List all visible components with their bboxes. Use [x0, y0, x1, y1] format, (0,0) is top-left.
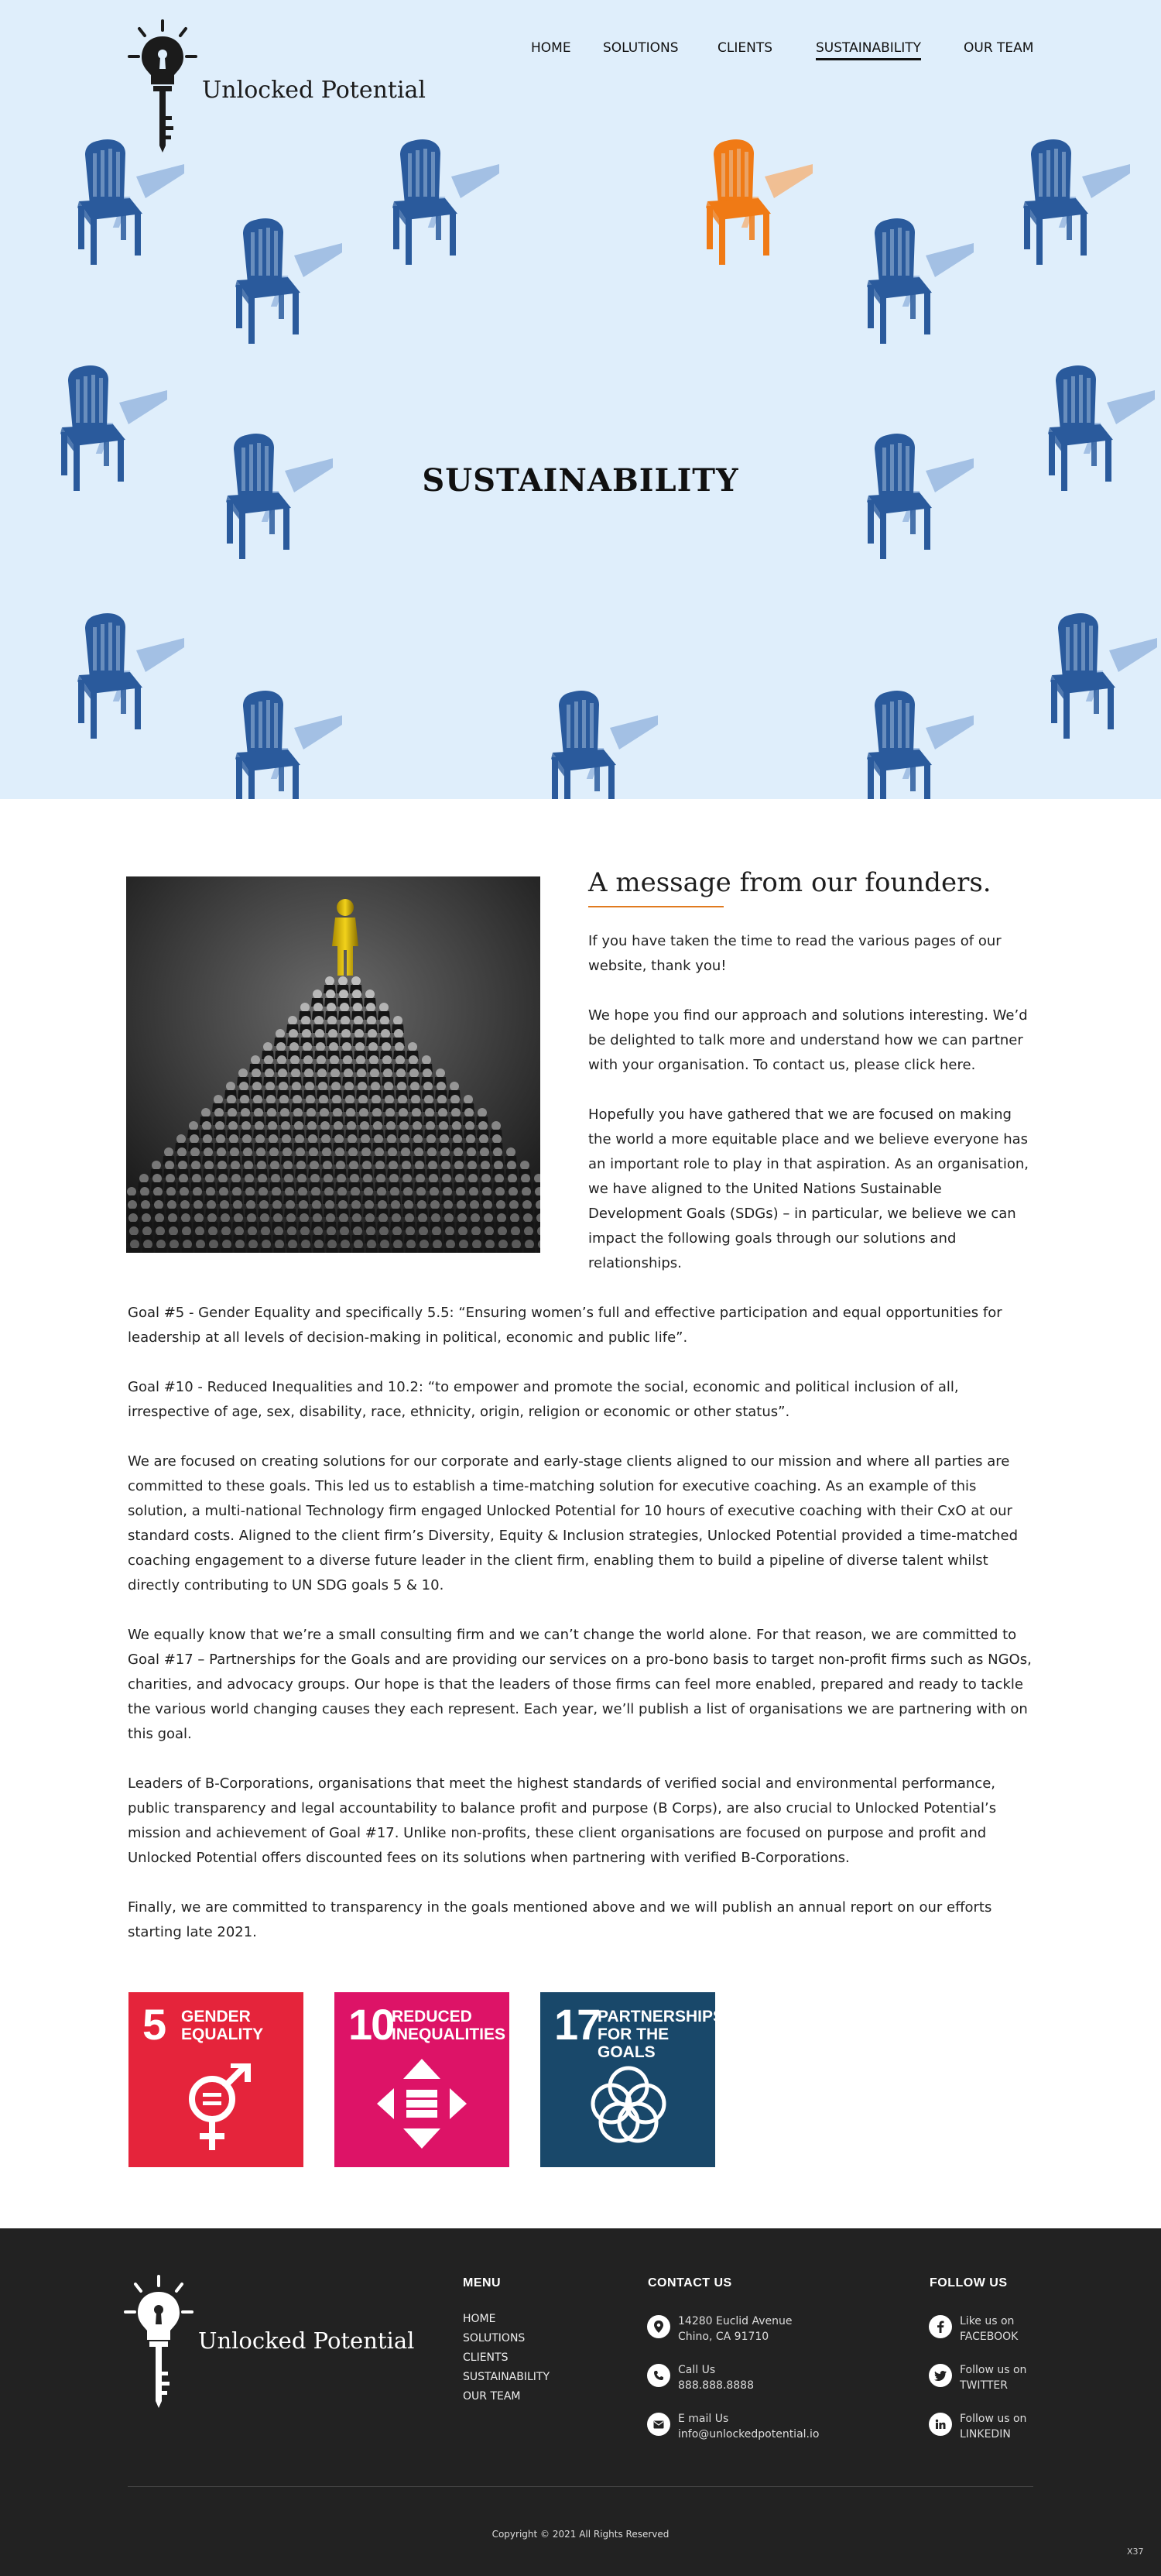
sdg-tile-5 — [128, 1992, 303, 2167]
interlocking-rings-icon — [585, 2060, 672, 2147]
nav-our-team[interactable]: OUR TEAM — [964, 40, 1034, 56]
hero-banner — [0, 0, 1161, 799]
transparency-paragraph: Finally, we are committed to transparency in the goals mentioned above and we will publish an annual report on our efforts starting late 2021. — [128, 1899, 992, 1940]
footer-link-sustainability[interactable]: SUSTAINABILITY — [463, 2371, 550, 2383]
blue-chair-icon — [68, 612, 184, 743]
phone-icon — [647, 2364, 670, 2387]
footer-link-solutions[interactable]: SOLUTIONS — [463, 2332, 526, 2344]
call-label: Call Us — [678, 2364, 716, 2376]
orange-chair-icon — [697, 138, 813, 269]
founders-paragraph: We hope you find our approach and solutions interesting. We’d be delighted to talk more and understand how we can partner with your organisation. To contact us, please click here. — [588, 1007, 1028, 1073]
sdg-number: 5 — [142, 2000, 166, 2049]
sdg-tile-10 — [334, 1992, 509, 2167]
sdg-label: PARTNERSHIPS FOR THE GOALS — [598, 2008, 724, 2061]
footer-badge: X37 — [1127, 2547, 1144, 2557]
nav-home[interactable]: HOME — [531, 40, 571, 56]
twitter-icon — [929, 2364, 952, 2387]
blue-chair-icon — [68, 138, 184, 269]
brand-name: Unlocked Potential — [202, 77, 426, 104]
footer-menu — [463, 2310, 550, 2406]
founders-message — [588, 867, 1037, 1301]
social-network: LINKEDIN — [960, 2428, 1011, 2441]
founders-heading: A message from our founders. — [588, 867, 991, 898]
footer-follow-heading: FOLLOW US — [930, 2276, 1008, 2290]
sdg-label: REDUCED INEQUALITIES — [392, 2008, 506, 2043]
lightbulb-key-icon — [124, 2275, 194, 2410]
social-network: FACEBOOK — [960, 2331, 1019, 2343]
contact-phone[interactable] — [647, 2362, 754, 2393]
founders-paragraph: Hopefully you have gathered that we are focused on making the world a more equitable place and we believe everyone has an important role to play in that aspiration. As an organisation, we have aligned to the United Nations Sustainable Development Goals (SDGs) – in particular, we believe we can impact the following goals through our solutions and relationships. — [588, 1106, 1029, 1271]
address-line-2: Chino, CA 91710 — [678, 2331, 769, 2343]
nav-solutions[interactable]: SOLUTIONS — [603, 40, 679, 56]
footer-contact-heading: CONTACT US — [648, 2276, 732, 2290]
linkedin-link[interactable] — [929, 2411, 1026, 2442]
sdg-number: 17 — [554, 2000, 600, 2049]
address-line-1: 14280 Euclid Avenue — [678, 2315, 793, 2327]
arrows-equal-icon — [375, 2057, 468, 2150]
linkedin-icon — [929, 2413, 952, 2436]
location-pin-icon — [647, 2315, 670, 2338]
footer-link-clients[interactable]: CLIENTS — [463, 2351, 509, 2364]
blue-chair-icon — [542, 689, 658, 799]
goal-5-paragraph: Goal #5 - Gender Equality and specifically 5.5: “Ensuring women’s full and effective participation and equal opportunities for leadership at all levels of decision-making in political, economic and public life”. — [128, 1305, 1002, 1346]
blue-chair-icon — [1041, 612, 1157, 743]
footer-brand-name: Unlocked Potential — [198, 2327, 415, 2354]
time-matching-paragraph: We are focused on creating solutions for our corporate and early-stage clients aligned to our mission and where all parties are committed to these goals. This led us to establish a time-matching solution for executive coaching. As an example of this solution, a multi-national Technology firm engaged Unlocked Potential for 10 hours of executive coaching with their CxO at our standard costs. Aligned to the client firm’s Diversity, Equity & Inclusion strategies, Unlocked Potential provided a time-matched coaching engagement to a diverse future leader in the client firm, enabling them to build a pipeline of diverse talent whilst directly contributing to UN SDG goals 5 & 10. — [128, 1453, 1019, 1593]
blue-chair-icon — [226, 217, 342, 348]
leader-pyramid-image — [126, 876, 540, 1253]
envelope-icon — [647, 2413, 670, 2436]
gender-symbol-icon — [181, 2063, 252, 2155]
sustainability-body — [128, 1301, 1037, 1970]
blue-chair-icon — [858, 217, 974, 348]
blue-chair-icon — [383, 138, 499, 269]
sdg-label: GENDER EQUALITY — [181, 2008, 264, 2043]
heading-underline — [588, 906, 724, 907]
social-network: TWITTER — [960, 2379, 1008, 2392]
founders-paragraph: If you have taken the time to read the various pages of our website, thank you! — [588, 933, 1002, 974]
facebook-link[interactable] — [929, 2314, 1018, 2344]
email-address: info@unlockedpotential.io — [678, 2428, 820, 2441]
goal-10-paragraph: Goal #10 - Reduced Inequalities and 10.2: “to empower and promote the social, economic and political inclusion of all, irrespective of age, sex, disability, race, ethnicity, origin, religion or economic or other status”. — [128, 1379, 959, 1420]
main-nav — [0, 40, 1161, 68]
email-label: E mail Us — [678, 2413, 729, 2425]
footer-link-our-team[interactable]: OUR TEAM — [463, 2390, 521, 2403]
facebook-icon — [929, 2315, 952, 2338]
phone-number: 888.888.8888 — [678, 2379, 754, 2392]
contact-address — [647, 2314, 793, 2344]
b-corp-paragraph: Leaders of B-Corporations, organisations that meet the highest standards of verified social and environmental performance, public transparency and legal accountability to balance profit and purpose (B Corps), are also crucial to Unlocked Potential’s mission and achievement of Goal #17. Unlike non-profits, these client organisations are focused on purpose and profit and Unlocked Potential offers discounted fees on its solutions when partnering with verified B-Corporations. — [128, 1775, 997, 1866]
footer-brand-logo[interactable] — [124, 2275, 414, 2410]
nav-sustainability[interactable]: SUSTAINABILITY — [816, 40, 921, 60]
footer-menu-heading: MENU — [463, 2276, 502, 2290]
goal-17-paragraph: We equally know that we’re a small consulting firm and we can’t change the world alone. For that reason, we are committed to Goal #17 – Partnerships for the Goals and are providing our services on a pro-bono basis to target non-profit firms such as NGOs, charities, and advocacy groups. Our hope is that the leaders of those firms can feel more enabled, prepared and ready to tackle the various world changing causes they each represent. Each year, we’ll publish a list of organisations we are partnering with on this goal. — [128, 1627, 1032, 1742]
footer-link-home[interactable]: HOME — [463, 2313, 496, 2325]
copyright: Copyright © 2021 All Rights Reserved — [491, 2529, 670, 2540]
site-footer — [0, 2228, 1161, 2576]
blue-chair-icon — [226, 689, 342, 799]
nav-clients[interactable]: CLIENTS — [717, 40, 772, 56]
contact-email[interactable] — [647, 2411, 819, 2442]
sdg-tile-17 — [540, 1992, 724, 2167]
blue-chair-icon — [858, 689, 974, 799]
page-title: SUSTAINABILITY — [422, 461, 739, 499]
social-label: Follow us on — [960, 2413, 1027, 2425]
social-label: Like us on — [960, 2315, 1015, 2327]
twitter-link[interactable] — [929, 2362, 1026, 2393]
sdg-number: 10 — [348, 2000, 394, 2049]
blue-chair-icon — [1014, 138, 1130, 269]
footer-divider — [128, 2486, 1033, 2487]
social-label: Follow us on — [960, 2364, 1027, 2376]
